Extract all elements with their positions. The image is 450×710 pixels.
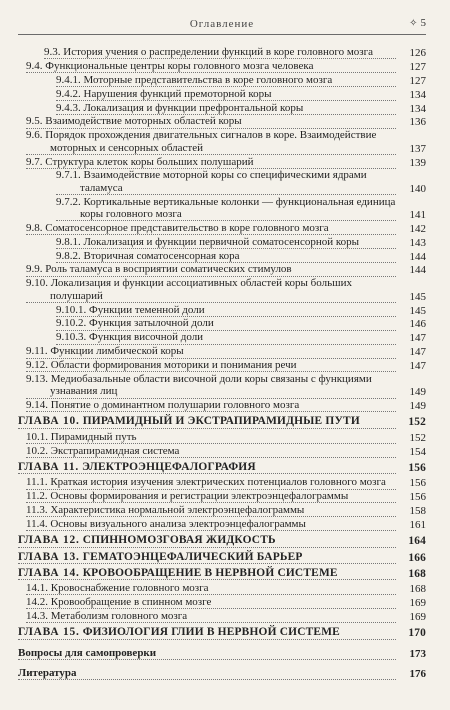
- toc-entry-title: 14.3. Метаболизм головного мозга: [26, 610, 396, 623]
- toc-chapter-entry: [18, 461, 426, 474]
- toc-entry-page: 156: [409, 477, 426, 490]
- chapter-title: КРОВООБРАЩЕНИЕ В НЕРВНОЙ СИСТЕМЕ: [82, 566, 338, 579]
- table-of-contents: [18, 46, 426, 681]
- chapter-title: СПИННОМОЗГОВАЯ ЖИДКОСТЬ: [82, 534, 276, 547]
- chapter-title: ЭЛЕКТРОЭНЦЕФАЛОГРАФИЯ: [82, 460, 256, 473]
- toc-entry-title: 9.10. Локализация и функции ассоциативных областей коры больших полушарий: [26, 277, 396, 303]
- toc-chapter-entry: [18, 415, 426, 428]
- toc-entry-page: 149: [409, 386, 426, 399]
- toc-entry-page: 152: [409, 431, 426, 444]
- toc-entry-title: 11.3. Характеристика нормальной электроэнцефалограммы: [26, 504, 396, 517]
- toc-entry-page: 139: [409, 156, 426, 169]
- toc-entry-page: 134: [409, 102, 426, 115]
- toc-chapter-entry: [18, 567, 426, 580]
- toc-entry-title: 9.9. Роль таламуса в восприятии соматических стимулов: [26, 263, 396, 276]
- toc-entry: [56, 331, 426, 344]
- toc-entry-page: 168: [408, 567, 426, 580]
- toc-entry-page: 137: [409, 142, 426, 155]
- toc-entry-page: 144: [409, 250, 426, 263]
- toc-entry-page: 147: [409, 332, 426, 345]
- toc-entry-page: 152: [408, 416, 426, 429]
- toc-entry-title: [18, 551, 396, 564]
- toc-entry-page: 140: [409, 182, 426, 195]
- toc-entry-title: 9.8. Соматосенсорное представительство в коре головного мозга: [26, 222, 396, 235]
- toc-entry-page: 149: [409, 400, 426, 413]
- toc-entry-title: 9.8.2. Вторичная соматосенсорная кора: [56, 250, 396, 263]
- toc-entry: [56, 74, 426, 87]
- toc-entry: [26, 345, 426, 358]
- toc-entry: [26, 518, 426, 531]
- toc-entry: [56, 196, 426, 222]
- toc-entry-title: [18, 626, 396, 639]
- toc-entry: [56, 102, 426, 115]
- toc-entry: [26, 490, 426, 503]
- toc-entry-page: 142: [409, 222, 426, 235]
- toc-entry-page: 156: [409, 491, 426, 504]
- chapter-number: ГЛАВА 13.: [18, 550, 80, 563]
- toc-entry-page: 170: [408, 627, 426, 640]
- toc-entry-page: 134: [409, 88, 426, 101]
- toc-entry: [18, 667, 426, 680]
- toc-entry-page: 127: [409, 74, 426, 87]
- toc-entry: [26, 359, 426, 372]
- toc-entry-title: 9.7. Структура клеток коры больших полушарий: [26, 156, 396, 169]
- toc-entry-page: 169: [409, 597, 426, 610]
- toc-entry-title: 11.4. Основы визуального анализа электроэнцефалограммы: [26, 518, 396, 531]
- toc-entry-page: 166: [408, 551, 426, 564]
- chapter-title: ГЕМАТОЭНЦЕФАЛИЧЕСКИЙ БАРЬЕР: [82, 550, 303, 563]
- toc-entry-page: 126: [409, 47, 426, 59]
- toc-entry-title: 9.10.3. Функция височной доли: [56, 331, 396, 344]
- toc-entry: [56, 169, 426, 195]
- toc-entry: [56, 304, 426, 317]
- toc-entry-page: 156: [408, 461, 426, 474]
- toc-entry-page: 145: [409, 304, 426, 317]
- toc-entry: [26, 596, 426, 609]
- toc-entry-title: [18, 534, 396, 547]
- toc-entry: [56, 250, 426, 263]
- toc-entry-page: 136: [409, 116, 426, 129]
- toc-entry-title: 9.6. Порядок прохождения двигательных сигналов в коре. Взаимодействие моторных и сенсорных областей: [26, 129, 396, 155]
- page-number-value: 5: [420, 17, 426, 29]
- toc-entry-title: [18, 567, 396, 580]
- toc-entry-title: 9.12. Области формирования моторики и понимания речи: [26, 359, 396, 372]
- toc-entry-title: 9.10.2. Функция затылочной доли: [56, 317, 396, 330]
- toc-entry-page: 147: [409, 360, 426, 373]
- toc-entry-page: 161: [409, 518, 426, 531]
- toc-entry-title: 10.1. Пирамидный путь: [26, 431, 396, 444]
- toc-chapter-entry: [18, 626, 426, 639]
- toc-entry-title: 11.2. Основы формирования и регистрации электроэнцефалограммы: [26, 490, 396, 503]
- toc-entry: [44, 46, 426, 59]
- toc-entry: [26, 399, 426, 412]
- toc-entry-title: 9.4.1. Моторные представительства в коре головного мозга: [56, 74, 396, 87]
- toc-entry: [26, 373, 426, 399]
- toc-entry: [26, 476, 426, 489]
- toc-entry-title: 9.14. Понятие о доминантном полушарии головного мозга: [26, 399, 396, 412]
- toc-entry-page: 127: [409, 60, 426, 73]
- toc-entry-page: 146: [409, 318, 426, 331]
- toc-entry: [26, 263, 426, 276]
- toc-entry: [56, 317, 426, 330]
- toc-entry: [26, 129, 426, 155]
- toc-entry-title: 9.5. Взаимодействие моторных областей коры: [26, 115, 396, 128]
- toc-entry-page: 164: [408, 535, 426, 548]
- toc-entry: [26, 610, 426, 623]
- toc-entry-title: 9.4.2. Нарушения функций премоторной коры: [56, 88, 396, 101]
- toc-entry-title: Литература: [18, 667, 396, 680]
- toc-entry-title: 11.1. Краткая история изучения электрических потенциалов головного мозга: [26, 476, 396, 489]
- toc-entry: [26, 445, 426, 458]
- chapter-number: ГЛАВА 15.: [18, 626, 80, 639]
- toc-entry: [26, 60, 426, 73]
- running-header: [18, 18, 426, 35]
- toc-entry-page: 144: [409, 264, 426, 277]
- toc-entry-title: 9.7.1. Взаимодействие моторной коры со специфическими ядрами таламуса: [56, 169, 396, 195]
- toc-chapter-entry: [18, 551, 426, 564]
- toc-entry-page: 168: [409, 583, 426, 596]
- toc-entry: [18, 647, 426, 660]
- toc-entry-title: 9.4. Функциональные центры коры головного мозга человека: [26, 60, 396, 73]
- toc-entry: [26, 222, 426, 235]
- toc-entry-title: 14.2. Кровообращение в спинном мозге: [26, 596, 396, 609]
- toc-entry: [26, 115, 426, 128]
- toc-entry: [26, 582, 426, 595]
- toc-entry-title: [18, 415, 396, 428]
- toc-entry-page: 169: [409, 610, 426, 623]
- toc-entry-page: 147: [409, 346, 426, 359]
- toc-entry: [26, 504, 426, 517]
- chapter-number: ГЛАВА 10.: [18, 415, 80, 428]
- toc-entry: [56, 236, 426, 249]
- chapter-title: ПИРАМИДНЫЙ И ЭКСТРАПИРАМИДНЫЕ ПУТИ: [82, 415, 360, 428]
- toc-entry-title: 9.4.3. Локализация и функции префронтальной коры: [56, 102, 396, 115]
- toc-entry-page: 143: [409, 236, 426, 249]
- toc-entry-page: 145: [409, 290, 426, 303]
- ornament-icon: ✧: [409, 18, 418, 29]
- chapter-number: ГЛАВА 12.: [18, 534, 80, 547]
- toc-entry: [26, 277, 426, 303]
- toc-entry-page: 173: [409, 647, 426, 660]
- toc-entry-page: 176: [409, 667, 426, 680]
- toc-entry: [56, 88, 426, 101]
- toc-entry: [26, 431, 426, 444]
- toc-entry-page: 158: [409, 505, 426, 518]
- toc-entry-title: 9.13. Медиобазальные области височной доли коры связаны с функциями узнавания лиц: [26, 373, 396, 399]
- toc-entry-title: 9.8.1. Локализация и функции первичной соматосенсорной коры: [56, 236, 396, 249]
- toc-entry-title: 9.11. Функции лимбической коры: [26, 345, 396, 358]
- chapter-number: ГЛАВА 11.: [18, 460, 80, 473]
- toc-entry-title: 14.1. Кровоснабжение головного мозга: [26, 582, 396, 595]
- toc-entry-page: 141: [409, 208, 426, 221]
- toc-entry-page: 154: [409, 445, 426, 458]
- toc-entry-title: [18, 461, 396, 474]
- toc-chapter-entry: [18, 534, 426, 547]
- chapter-number: ГЛАВА 14.: [18, 566, 80, 579]
- toc-entry: [26, 156, 426, 169]
- toc-entry-title: 9.10.1. Функции теменной доли: [56, 304, 396, 317]
- toc-entry-title: 9.7.2. Кортикальные вертикальные колонки — функциональная единица коры головного мозга: [56, 195, 396, 220]
- toc-entry-title: 10.2. Экстрапирамидная система: [26, 445, 396, 458]
- toc-entry-title: 9.3. История учения о распределении функций в коре головного мозга: [44, 46, 396, 59]
- running-header-title: Оглавление: [189, 18, 255, 30]
- page-number: [409, 17, 426, 29]
- toc-entry-title: Вопросы для самопроверки: [18, 647, 396, 660]
- chapter-title: ФИЗИОЛОГИЯ ГЛИИ В НЕРВНОЙ СИСТЕМЕ: [82, 626, 340, 639]
